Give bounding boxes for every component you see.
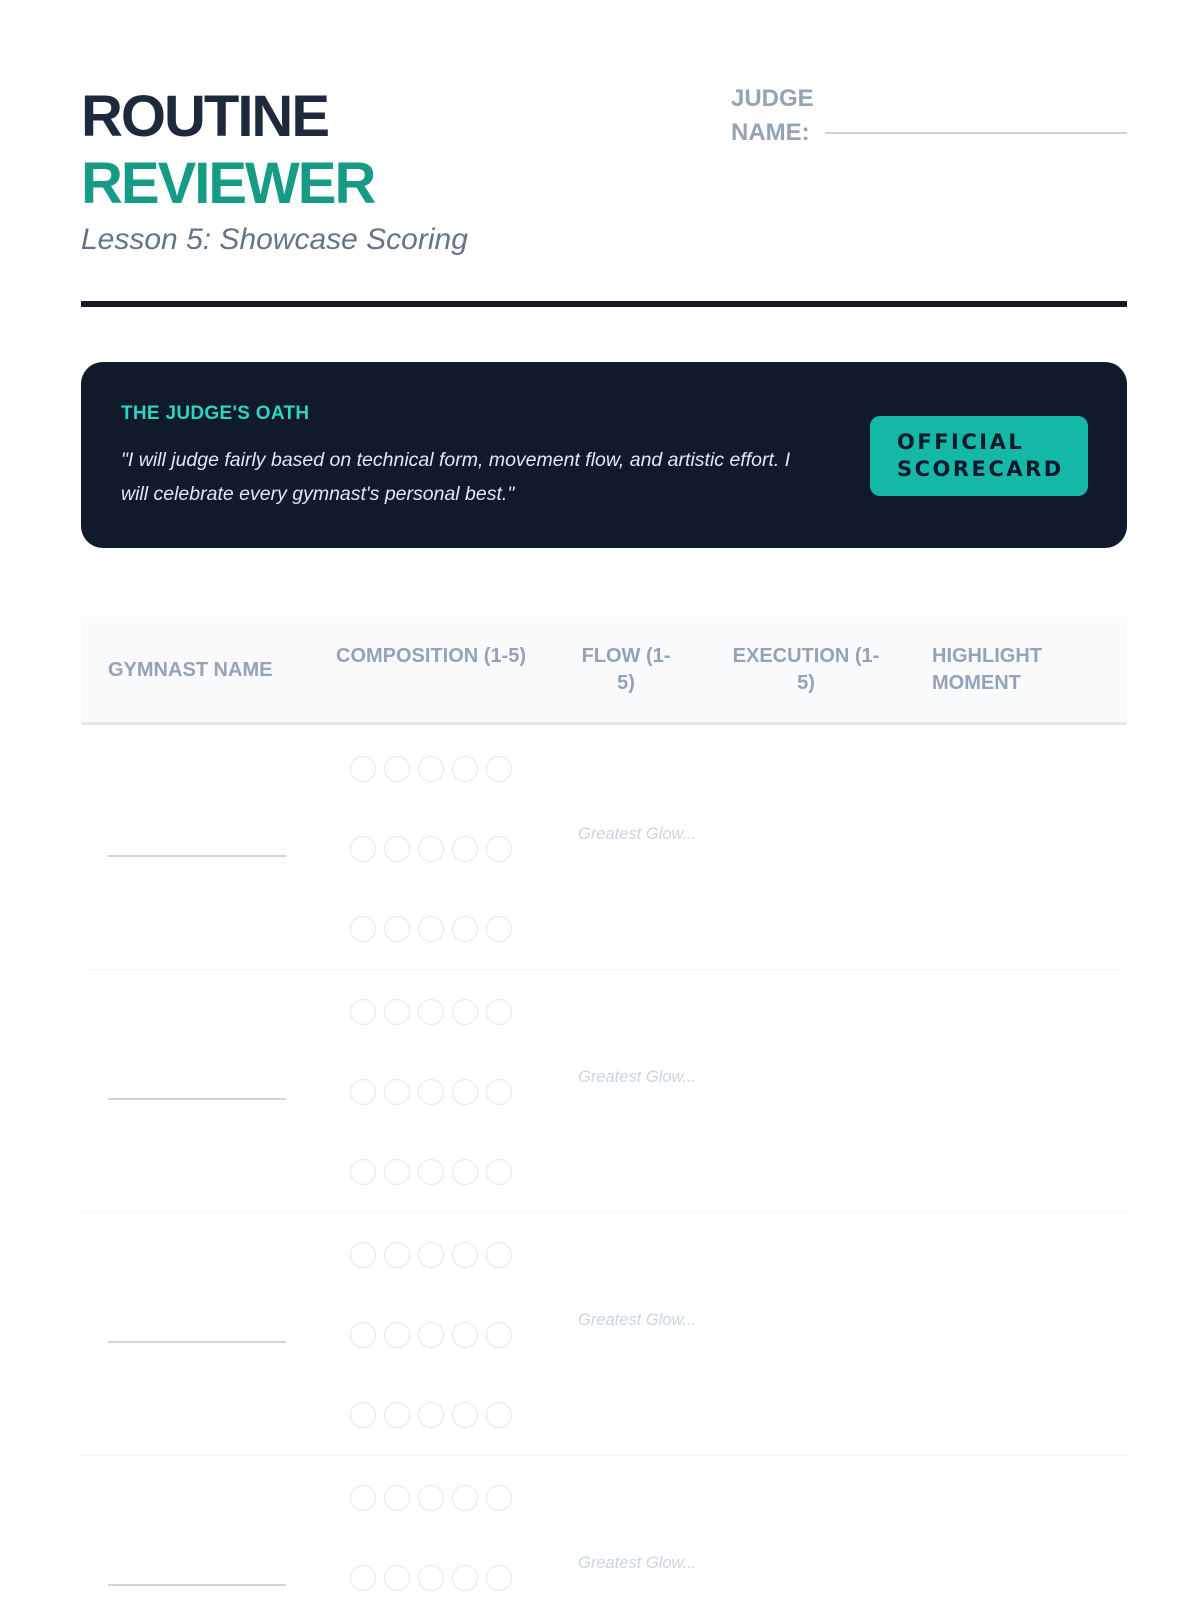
composition-rating-circle-2[interactable]	[384, 756, 410, 782]
flow-rating-group	[350, 1322, 520, 1350]
composition-rating-circle-5[interactable]	[486, 1242, 512, 1268]
flow-rating-circle-4[interactable]	[452, 1079, 478, 1105]
oath-title: THE JUDGE'S OATH	[121, 403, 310, 424]
highlight-placeholder[interactable]: Greatest Glow...	[578, 1554, 697, 1572]
highlight-placeholder[interactable]: Greatest Glow...	[578, 825, 697, 843]
composition-rating-circle-1[interactable]	[350, 1485, 376, 1511]
flow-rating-circle-2[interactable]	[384, 1565, 410, 1591]
execution-rating-circle-3[interactable]	[418, 916, 444, 942]
composition-rating-circle-4[interactable]	[452, 1242, 478, 1268]
execution-rating-circle-5[interactable]	[486, 1159, 512, 1185]
judge-name-block	[731, 82, 1127, 152]
composition-rating-circle-2[interactable]	[384, 999, 410, 1025]
oath-text	[121, 443, 881, 511]
official-scorecard-badge	[870, 416, 1088, 496]
column-header-flow: FLOW (1-5)	[581, 645, 671, 694]
composition-rating-circle-5[interactable]	[486, 756, 512, 782]
execution-rating-circle-3[interactable]	[418, 1159, 444, 1185]
composition-rating-circle-2[interactable]	[384, 1242, 410, 1268]
composition-rating-circle-1[interactable]	[350, 999, 376, 1025]
flow-rating-circle-2[interactable]	[384, 1079, 410, 1105]
execution-rating-circle-4[interactable]	[452, 916, 478, 942]
column-header-composition: COMPOSITION (1-5)	[336, 645, 527, 667]
composition-rating-group	[350, 1242, 520, 1270]
title-routine: ROUTINE	[81, 84, 328, 149]
column-header-execution: EXECUTION (1-5)	[732, 645, 880, 694]
execution-rating-circle-5[interactable]	[486, 1402, 512, 1428]
flow-rating-group	[350, 1079, 520, 1107]
table-header	[81, 617, 1127, 725]
composition-rating-circle-4[interactable]	[452, 756, 478, 782]
oath-text-line2: will celebrate every gymnast's personal best."	[121, 483, 515, 505]
flow-rating-circle-3[interactable]	[418, 836, 444, 862]
flow-rating-circle-2[interactable]	[384, 836, 410, 862]
judge-name-label: JUDGE NAME:	[731, 85, 814, 146]
composition-rating-circle-4[interactable]	[452, 1485, 478, 1511]
execution-rating-circle-1[interactable]	[350, 916, 376, 942]
flow-rating-circle-5[interactable]	[486, 1079, 512, 1105]
execution-rating-group	[350, 1159, 520, 1187]
execution-rating-circle-4[interactable]	[452, 1159, 478, 1185]
execution-rating-group	[350, 916, 520, 944]
page-header	[81, 84, 1127, 308]
composition-rating-circle-5[interactable]	[486, 999, 512, 1025]
execution-rating-circle-4[interactable]	[452, 1402, 478, 1428]
judges-oath-panel	[81, 362, 1127, 548]
table-row	[81, 1456, 1127, 1600]
flow-rating-circle-1[interactable]	[350, 1565, 376, 1591]
gymnast-name-field[interactable]	[108, 1584, 286, 1586]
judge-name-field[interactable]	[825, 132, 1127, 134]
flow-rating-circle-4[interactable]	[452, 836, 478, 862]
gymnast-name-field[interactable]	[108, 1341, 286, 1343]
highlight-placeholder[interactable]: Greatest Glow...	[578, 1311, 697, 1329]
execution-rating-circle-1[interactable]	[350, 1159, 376, 1185]
table-row	[81, 727, 1127, 970]
lesson-subtitle: Lesson 5: Showcase Scoring	[81, 223, 468, 256]
flow-rating-circle-5[interactable]	[486, 836, 512, 862]
execution-rating-circle-3[interactable]	[418, 1402, 444, 1428]
title-reviewer: REVIEWER	[81, 151, 375, 216]
flow-rating-group	[350, 1565, 520, 1593]
gymnast-name-field[interactable]	[108, 855, 286, 857]
composition-rating-circle-1[interactable]	[350, 756, 376, 782]
highlight-placeholder[interactable]: Greatest Glow...	[578, 1068, 697, 1086]
table-row	[81, 970, 1127, 1213]
flow-rating-circle-3[interactable]	[418, 1079, 444, 1105]
flow-rating-group	[350, 836, 520, 864]
composition-rating-circle-1[interactable]	[350, 1242, 376, 1268]
execution-rating-circle-2[interactable]	[384, 1159, 410, 1185]
flow-rating-circle-3[interactable]	[418, 1322, 444, 1348]
flow-rating-circle-4[interactable]	[452, 1565, 478, 1591]
composition-rating-group	[350, 1485, 520, 1513]
flow-rating-circle-5[interactable]	[486, 1565, 512, 1591]
execution-rating-group	[350, 1402, 520, 1430]
execution-rating-circle-2[interactable]	[384, 1402, 410, 1428]
execution-rating-circle-1[interactable]	[350, 1402, 376, 1428]
composition-rating-group	[350, 756, 520, 784]
composition-rating-circle-2[interactable]	[384, 1485, 410, 1511]
flow-rating-circle-1[interactable]	[350, 1079, 376, 1105]
table-row	[81, 1213, 1127, 1456]
execution-rating-circle-5[interactable]	[486, 916, 512, 942]
column-header-gymnast-name: GYMNAST NAME	[108, 659, 273, 681]
flow-rating-circle-1[interactable]	[350, 1322, 376, 1348]
flow-rating-circle-4[interactable]	[452, 1322, 478, 1348]
composition-rating-circle-3[interactable]	[418, 1485, 444, 1511]
column-header-highlight: HIGHLIGHT MOMENT	[932, 645, 1042, 694]
composition-rating-circle-5[interactable]	[486, 1485, 512, 1511]
badge-label: OFFICIAL SCORECARD	[897, 430, 1064, 481]
flow-rating-circle-1[interactable]	[350, 836, 376, 862]
composition-rating-circle-4[interactable]	[452, 999, 478, 1025]
header-divider	[81, 301, 1127, 307]
oath-text-line1: "I will judge fairly based on technical form, movement flow, and artistic effort. I	[121, 449, 791, 471]
composition-rating-circle-3[interactable]	[418, 999, 444, 1025]
composition-rating-circle-3[interactable]	[418, 756, 444, 782]
flow-rating-circle-2[interactable]	[384, 1322, 410, 1348]
composition-rating-group	[350, 999, 520, 1027]
execution-rating-circle-2[interactable]	[384, 916, 410, 942]
composition-rating-circle-3[interactable]	[418, 1242, 444, 1268]
flow-rating-circle-3[interactable]	[418, 1565, 444, 1591]
gymnast-name-field[interactable]	[108, 1098, 286, 1100]
scorecard-table	[81, 617, 1127, 1600]
flow-rating-circle-5[interactable]	[486, 1322, 512, 1348]
